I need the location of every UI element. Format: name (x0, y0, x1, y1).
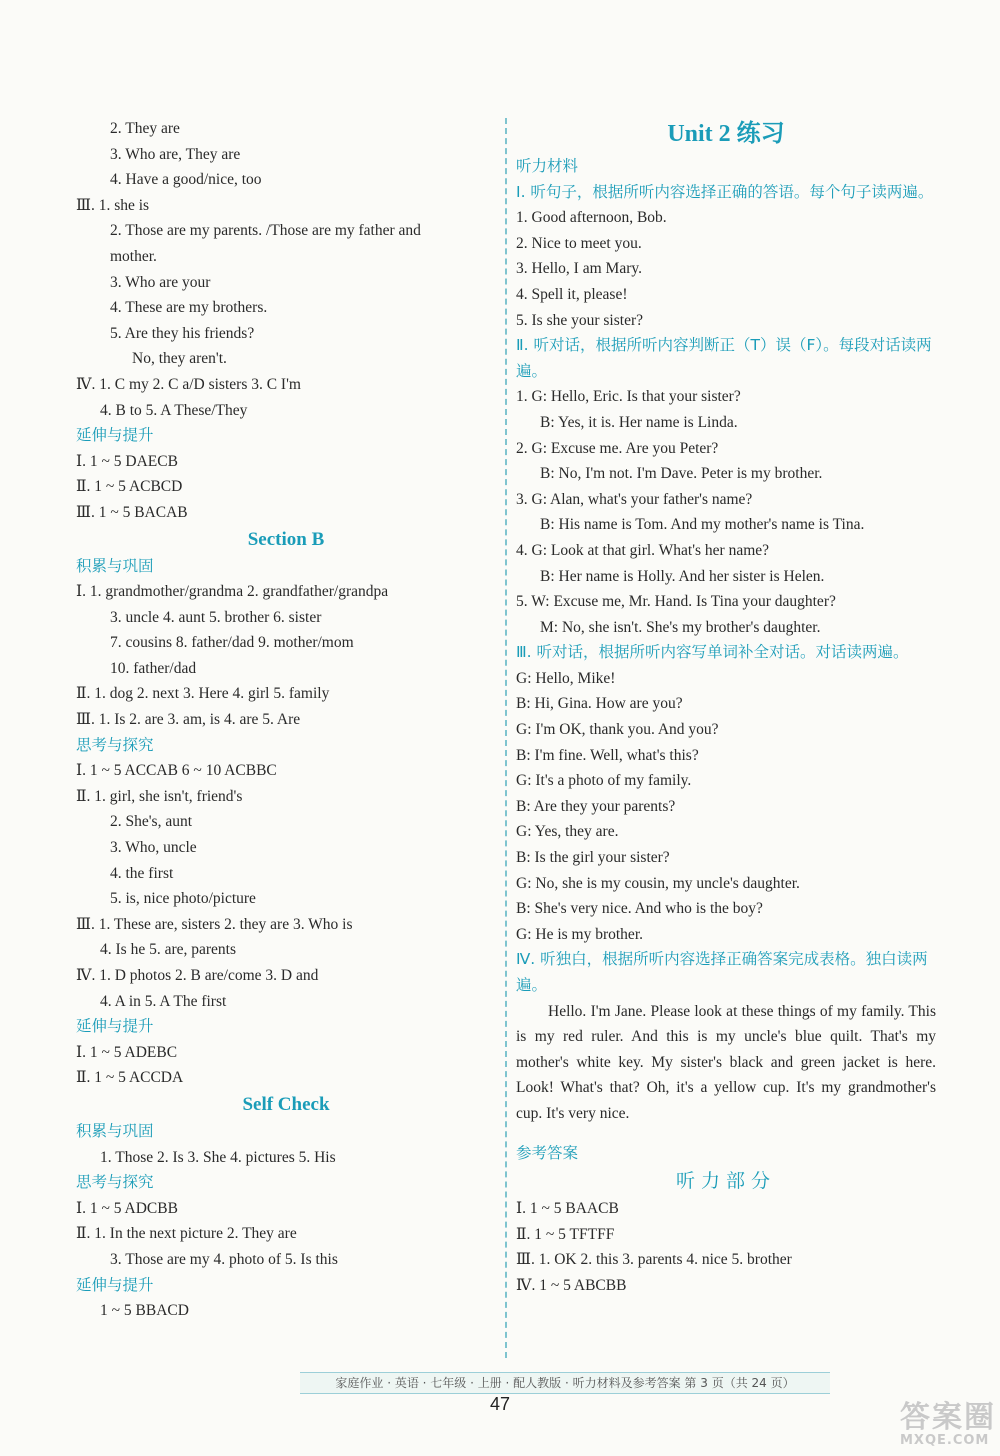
text-line: B: His name is Tom. And my mother's name is Tina. (540, 516, 865, 534)
text-line: Ⅰ. 1. grandmother/grandma 2. grandfather/grandpa (76, 583, 389, 601)
column-divider (505, 118, 507, 1358)
text-line: 3. uncle 4. aunt 5. brother 6. sister (110, 608, 322, 626)
monologue-paragraph: Hello. I'm Jane. Please look at these things of my family. This is my red ruler. And this is my uncle's blue quilt. That's my mother's white key. My sister's black and green jacket is here. Look! What's that? Oh, it's a yellow cup. It's my grandmother's cup. It's very nice. (516, 1002, 936, 1122)
watermark-text: 答案圈 (900, 1400, 996, 1435)
spacer (516, 1127, 936, 1141)
text-line: 3. Who are, They are (110, 145, 241, 163)
section-heading: 听力材料 (516, 157, 579, 175)
text-line: Ⅲ. 1. OK 2. this 3. parents 4. nice 5. brother (516, 1251, 792, 1269)
text-line: 3. Who, uncle (110, 839, 197, 857)
section-heading: 思考与探究 (76, 735, 154, 754)
text-line: 7. cousins 8. father/dad 9. mother/mom (110, 634, 354, 652)
text-line: 2. Those are my parents. /Those are my father and (110, 222, 421, 240)
section-heading: Ⅲ. 听对话，根据所听内容写单词补全对话。对话读两遍。 (516, 643, 909, 662)
watermark-logo (900, 1402, 996, 1452)
section-heading: 延伸与提升 (76, 1017, 154, 1036)
section-heading: 延伸与提升 (76, 1275, 154, 1294)
section-heading: Ⅳ. 听独白，根据所听内容选择正确答案完成表格。独白读两遍。 (516, 950, 928, 994)
text-line: No, they aren't. (132, 350, 227, 368)
left-column (76, 116, 496, 1324)
text-line: M: No, she isn't. She's my brother's daughter. (540, 618, 821, 636)
text-line: 4. Have a good/nice, too (110, 171, 262, 189)
watermark-url: MXQE.COM (900, 1433, 990, 1448)
text-line: B: Her name is Holly. And her sister is Helen. (540, 567, 825, 585)
text-line: Ⅲ. 1. Is 2. are 3. am, is 4. are 5. Are (76, 711, 301, 729)
text-line: Ⅱ. 1. In the next picture 2. They are (76, 1225, 297, 1243)
text-line: Ⅲ. 1. These are, sisters 2. they are 3. Who is (76, 915, 353, 933)
text-line: Ⅱ. 1. girl, she isn't, friend's (76, 787, 243, 805)
text-line: Ⅱ. 1 ~ 5 ACBCD (76, 478, 183, 496)
text-line: 4. G: Look at that girl. What's her name? (516, 541, 770, 559)
text-line: Ⅱ. 1. dog 2. next 3. Here 4. girl 5. family (76, 685, 330, 703)
text-line: G: No, she is my cousin, my uncle's daughter. (516, 874, 800, 892)
text-line: 2. G: Excuse me. Are you Peter? (516, 439, 719, 457)
text-line: G: I'm OK, thank you. And you? (516, 721, 719, 739)
section-heading: Ⅱ. 听对话，根据所听内容判断正（T）误（F）。每段对话读两遍。 (516, 336, 932, 380)
text-line: 10. father/dad (110, 659, 197, 677)
footer-band: 家庭作业 · 英语 · 七年级 · 上册 · 配人教版 · 听力材料及参考答案 第 3 页（共 24 页） (300, 1372, 830, 1394)
text-line: B: Are they your parents? (516, 797, 676, 815)
text-line: Ⅰ. 1 ~ 5 ADEBC (76, 1043, 178, 1061)
text-line: Ⅳ. 1 ~ 5 ABCBB (516, 1276, 627, 1294)
text-line: Ⅲ. 1 ~ 5 BACAB (76, 503, 188, 521)
text-line: mother. (110, 247, 157, 265)
text-line: B: Is the girl your sister? (516, 849, 670, 867)
text-line: Ⅲ. 1. she is (76, 196, 150, 214)
section-heading: Ⅰ. 听句子，根据所听内容选择正确的答语。每个句子读两遍。 (516, 182, 934, 201)
text-line: Ⅳ. 1. C my 2. C a/D sisters 3. C I'm (76, 375, 301, 393)
text-line: Ⅳ. 1. D photos 2. B are/come 3. D and (76, 967, 319, 984)
unit-title: Unit 2 练习 (667, 121, 785, 147)
text-line: 4. Is he 5. are, parents (100, 941, 237, 959)
page-number: 47 (489, 1394, 511, 1414)
text-line: G: Yes, they are. (516, 823, 619, 841)
text-line: 4. the first (110, 864, 174, 882)
text-line: 1. G: Hello, Eric. Is that your sister? (516, 388, 741, 406)
text-line: 5. W: Excuse me, Mr. Hand. Is Tina your daughter? (516, 593, 836, 611)
text-line: Ⅱ. 1 ~ 5 ACCDA (76, 1069, 184, 1087)
section-title: Self Check (242, 1093, 330, 1115)
text-line: 2. She's, aunt (110, 813, 193, 831)
text-line: B: She's very nice. And who is the boy? (516, 900, 763, 918)
section-heading: 参考答案 (516, 1143, 579, 1162)
text-line: 1 ~ 5 BBACD (100, 1302, 189, 1320)
text-line: 1. Those 2. Is 3. She 4. pictures 5. His (100, 1148, 336, 1166)
section-title: Section B (247, 528, 325, 550)
text-line: 5. Is she your sister? (516, 311, 643, 329)
text-line: 3. G: Alan, what's your father's name? (516, 490, 753, 508)
text-line: 4. Spell it, please! (516, 285, 628, 303)
text-line: Ⅰ. 1 ~ 5 ACCAB 6 ~ 10 ACBBC (76, 762, 277, 780)
text-line: B: No, I'm not. I'm Dave. Peter is my brother. (540, 465, 823, 483)
text-line: 5. is, nice photo/picture (110, 890, 256, 908)
text-line: 3. Those are my 4. photo of 5. Is this (110, 1250, 338, 1268)
section-heading: 积累与巩固 (76, 556, 154, 575)
text-line: B: Yes, it is. Her name is Linda. (540, 413, 738, 431)
text-line: 2. They are (110, 120, 180, 137)
text-line: B: Hi, Gina. How are you? (516, 695, 683, 713)
text-line: Ⅰ. 1 ~ 5 BAACB (516, 1200, 619, 1218)
section-heading: 积累与巩固 (76, 1121, 154, 1140)
section-heading: 延伸与提升 (76, 426, 154, 445)
text-line: 4. B to 5. A These/They (100, 401, 248, 419)
part-title: 听力部分 (675, 1170, 776, 1193)
text-line: Ⅰ. 1 ~ 5 ADCBB (76, 1199, 178, 1217)
text-line: Ⅰ. 1 ~ 5 DAECB (76, 452, 178, 470)
page-footer (0, 1370, 1000, 1420)
text-line: B: I'm fine. Well, what's this? (516, 746, 699, 764)
text-line: 3. Who are your (110, 273, 211, 291)
text-line: G: He is my brother. (516, 925, 643, 943)
right-column (516, 116, 936, 1299)
text-line: 4. These are my brothers. (110, 299, 268, 317)
text-line: Ⅱ. 1 ~ 5 TFTFF (516, 1225, 615, 1243)
text-line: G: It's a photo of my family. (516, 772, 692, 790)
text-line: 1. Good afternoon, Bob. (516, 209, 667, 227)
text-line: 3. Hello, I am Mary. (516, 260, 642, 278)
text-line: 2. Nice to meet you. (516, 234, 642, 252)
text-line: G: Hello, Mike! (516, 669, 616, 687)
text-line: 4. A in 5. A The first (100, 992, 227, 1010)
section-heading: 思考与探究 (76, 1173, 154, 1192)
text-line: 5. Are they his friends? (110, 324, 255, 342)
